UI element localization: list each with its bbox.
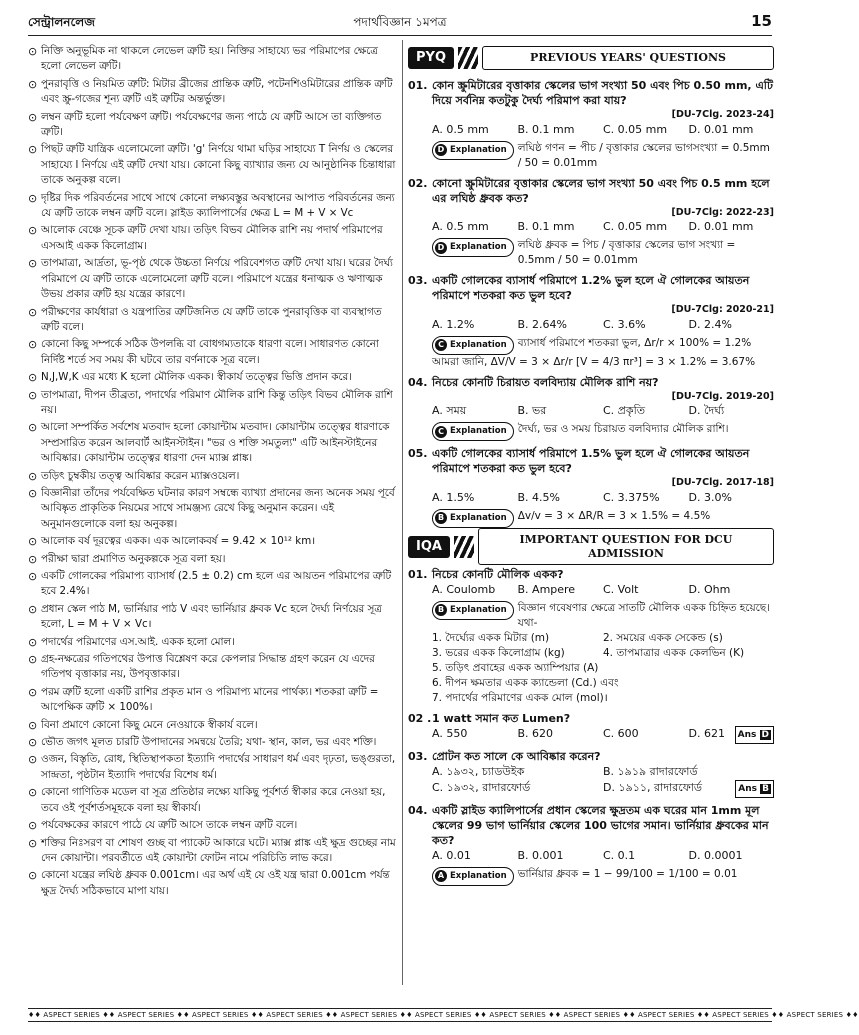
question-item	[408, 711, 774, 744]
book-title: সেন্ট্রালনলেজ	[28, 15, 95, 29]
bullet-icon: ⊙	[28, 552, 38, 566]
option: D. 0.0001	[688, 848, 743, 862]
page-header	[28, 12, 772, 36]
fact-item	[28, 142, 396, 188]
fact-text: তাপমাত্রা, দীপন তীব্রতা, পদার্থের পরিমাণ মৌলিক রাশি কিন্তু তড়িৎ বিভব মৌলিক রাশি নয়।	[41, 388, 393, 416]
explanation-badge	[432, 422, 514, 441]
option: B. 0.001	[517, 848, 564, 862]
explanation	[408, 141, 774, 171]
pyq-title: PREVIOUS YEARS' QUESTIONS	[482, 46, 774, 69]
fact-text: পরীক্ষণের কার্যধারা ও যন্ত্রপাতির ত্রুটিজনিত যে ত্রুটি তাকে পুনরাবৃত্তিক বা ব্যবস্থাগত ত্রুটি বলে।	[41, 305, 382, 333]
question-text: নিচের কোনটি মৌলিক একক?	[432, 567, 564, 581]
question-source: [DU-7Clg. 2017-18]	[671, 477, 774, 489]
unit-item: 4. তাপমাত্রার একক কেলভিন (K)	[603, 646, 745, 659]
explanation-label: Explanation	[450, 339, 507, 350]
options	[408, 122, 774, 138]
option: B. 620	[517, 726, 554, 740]
fact-item	[28, 868, 396, 899]
fact-item	[28, 191, 396, 222]
question-item	[408, 78, 774, 171]
option	[603, 780, 774, 798]
subject-title: পদার্থবিজ্ঞান ১মপত্র	[353, 15, 447, 29]
answer-letter: D	[435, 144, 447, 156]
option: B. 0.1 mm	[517, 220, 575, 234]
explanation	[408, 509, 774, 528]
fact-item	[28, 256, 396, 302]
explanation-text: লঘিষ্ঠ গণন = পীচ / বৃত্তাকার স্কেলের ভাগসংখ্যা = 0.5mm / 50 = 0.01mm	[517, 141, 770, 169]
option	[689, 726, 775, 744]
explanation	[408, 238, 774, 268]
pyq-banner	[408, 44, 774, 72]
bullet-icon: ⊙	[28, 143, 38, 157]
fact-text: গ্রহ-নক্ষত্রের গতিপথের উপাত্ত বিশ্লেষণ করে কেপলার সিদ্ধান্ত গ্রহণ করেন যে এদের গতিপথ বৃত্তাকার নয়, উপবৃত্তাকার।	[41, 653, 375, 681]
bullet-icon: ⊙	[28, 421, 38, 435]
option: A. 0.5 mm	[432, 220, 489, 234]
fact-item	[28, 685, 396, 716]
question-item	[408, 375, 774, 442]
unit-item: 3. ভরের একক কিলোগ্রাম (kg)	[432, 646, 565, 659]
option: A. 1.5%	[432, 490, 475, 504]
bullet-icon: ⊙	[28, 371, 38, 385]
question-text: একটি গোলকের ব্যাসার্ধ পরিমাপে 1.2% ভুল হলে ঐ গোলকের আয়তন পরিমাপে শতকরা কত ভুল হবে?	[432, 274, 750, 303]
option: B. 4.5%	[517, 490, 560, 504]
column-divider	[402, 40, 403, 985]
options	[408, 848, 774, 864]
question-number: 01.	[408, 79, 428, 92]
option: A. সময়	[432, 404, 467, 418]
fact-text: পর্যবেক্ষকের কারণে পাঠে যে ত্রুটি আসে তাকে লম্বন ত্রুটি বলে।	[41, 819, 298, 832]
answer-letter: B	[435, 512, 447, 524]
options	[408, 764, 774, 798]
explanation-text: বিজ্ঞান গবেষণার ক্ষেত্রে সাতটি মৌলিক একক চিহ্নিত হয়েছে। যথা-	[517, 601, 771, 629]
fact-item	[28, 785, 396, 816]
answer-label: Ans	[738, 783, 757, 794]
question-source: [DU-7Clg. 2023-24]	[671, 109, 774, 120]
fact-text: তড়িৎ চুম্বকীয় তত্ত্ব আবিষ্কার করেন ম্যাক্সওয়েল।	[41, 469, 240, 482]
option: A. 0.01	[432, 848, 471, 862]
question-item	[408, 273, 774, 370]
unit-item: 6. দীপন ক্ষমতার একক ক্যান্ডেলা (Cd.) এবং	[432, 676, 619, 689]
option: C. প্রকৃতি	[603, 404, 645, 418]
question-text: একটি গোলকের ব্যাসার্ধ পরিমাপে 1.5% ভুল হলে ঐ গোলকের আয়তন পরিমাপে শতকরা কত ভুল হবে?	[432, 447, 750, 476]
answer-label: Ans	[737, 729, 757, 740]
question-source: [DU-7Clg. 2019-20]	[671, 390, 774, 402]
option: D. Ohm	[688, 582, 731, 596]
option: B. 0.1 mm	[517, 122, 575, 136]
question-number: 04.	[408, 803, 428, 817]
iqa-banner	[408, 533, 774, 561]
pyq-list	[408, 78, 774, 528]
explanation-badge	[432, 509, 514, 528]
explanation-badge	[432, 336, 514, 355]
bullet-icon: ⊙	[28, 191, 38, 205]
iqa-tag: IQA	[408, 536, 450, 558]
fact-item	[28, 110, 396, 141]
pyq-tag: PYQ	[408, 47, 454, 69]
option: C. 0.05 mm	[603, 122, 668, 136]
option: D. 0.01 mm	[688, 220, 754, 234]
fact-text: কোনো যন্ত্রের লঘিষ্ঠ ধ্রুবক 0.001cm। এর অর্থ এই যে ওই যন্ত্র দ্বারা 0.001cm পর্যন্ত ক্ষুদ্র দৈর্ঘ্য সঠিকভাবে মাপা যায়।	[41, 869, 390, 897]
explanation-label: Explanation	[450, 144, 507, 155]
option: D. 3.0%	[688, 490, 732, 504]
bullet-icon: ⊙	[28, 486, 38, 500]
answer-letter: A	[435, 870, 447, 882]
option: B. 2.64%	[517, 317, 567, 331]
fact-item	[28, 44, 396, 75]
question-number: 02 .	[408, 711, 432, 725]
option: C. 0.05 mm	[603, 220, 668, 234]
explanation	[408, 867, 774, 886]
fact-item	[28, 735, 396, 750]
iqa-title: IMPORTANT QUESTION FOR DCU ADMISSION	[478, 528, 774, 565]
fact-text: বিনা প্রমাণে কোনো কিছু মেনে নেওয়াকে স্বীকার্য বলে।	[41, 718, 258, 731]
option: B. Ampere	[517, 582, 576, 596]
explanation-label: Explanation	[450, 604, 507, 615]
fact-text: তাপমাত্রা, আর্দ্রতা, ভূ-পৃষ্ঠ থেকে উচ্চতা নির্ণয়ে পরিবেশগত ত্রুটি দেখা যায়। ঘরের দৈর্ঘ্য পরিমাপে যে ত্রুটি তাকে এলোমেলো ত্রুটি বলে। পরিমাপে যন্ত্রের ধনাত্মক ও ঋণাত্মক উভয় প্রকার ত্রুটি হয় যন্ত্রের কারণে।	[41, 257, 393, 301]
stripe-decoration	[454, 536, 474, 558]
explanation	[408, 601, 774, 631]
option: B. ভর	[517, 404, 547, 418]
fact-item	[28, 752, 396, 783]
question-number: 01.	[408, 567, 428, 581]
option: A. 0.5 mm	[432, 122, 489, 136]
explanation-label: Explanation	[450, 870, 507, 881]
fact-item	[28, 223, 396, 254]
question-number: 05.	[408, 447, 428, 461]
question-text: একটি স্লাইড ক্যালিপার্সের প্রধান স্কেলের ক্ষুদ্রতম এক ঘরের মান 1mm মূল স্কেলের 99 ভাগ ভার্নিয়ার স্কেলের 100 ভাগের সমান। ভার্নিয়ার ধ্রুবকের মান কত?	[432, 803, 769, 847]
answer-letter: D	[761, 729, 769, 740]
fact-text: আলো সম্পর্কিত সর্বশেষ মতবাদ হলো কোয়ান্টাম মতবাদ। কোয়ান্টাম তত্ত্বের ধারণাকে সম্প্রসারিত করেন আলবার্ট আইনস্টাইন। "ভর ও শক্তি সমতুল্য" এটি আইনস্টাইনের আবিষ্কার। কোয়ান্টাম তত্ত্বের ধারণা দেন ম্যাক্স প্লাঙ্ক।	[41, 421, 390, 465]
fact-item	[28, 337, 396, 368]
question-text: প্রোটন কত সালে কে আবিষ্কার করেন?	[432, 749, 601, 763]
unit-item: 2. সময়ের একক সেকেন্ড (s)	[603, 631, 723, 644]
unit-item: 5. তড়িৎ প্রবাহের একক অ্যাম্পিয়ার (A)	[432, 661, 599, 674]
fact-item	[28, 305, 396, 336]
bullet-icon: ⊙	[28, 77, 38, 91]
bullet-icon: ⊙	[28, 469, 38, 483]
fact-item	[28, 652, 396, 683]
answer-letter: B	[435, 604, 447, 616]
answer-letter: B	[762, 783, 769, 794]
bullet-icon: ⊙	[28, 224, 38, 238]
question-text: কোন স্ক্রুমিটারের বৃত্তাকার স্কেলের ভাগ সংখ্যা 50 এবং পিচ 0.50 mm, এটি দিয়ে সর্বনিম্ন কতটুকু দৈর্ঘ্য পরিমাপ করা যায়?	[432, 79, 773, 107]
explanation-text: দৈর্ঘ্য, ভর ও সময় চিরায়ত বলবিদ্যার মৌলিক রাশি।	[517, 423, 729, 436]
bullet-icon: ⊙	[28, 602, 38, 616]
fact-item	[28, 569, 396, 600]
bullet-icon: ⊙	[28, 753, 38, 767]
bullet-icon: ⊙	[28, 685, 38, 699]
bullet-icon: ⊙	[28, 388, 38, 402]
option: D. 0.01 mm	[688, 122, 754, 136]
bullet-icon: ⊙	[28, 819, 38, 833]
fact-item	[28, 420, 396, 466]
fact-item	[28, 370, 396, 385]
bullet-icon: ⊙	[28, 338, 38, 352]
fact-item	[28, 602, 396, 633]
bullet-icon: ⊙	[28, 869, 38, 883]
option: C. 3.375%	[603, 490, 660, 504]
unit-item: 1. দৈর্ঘ্যের একক মিটার (m)	[432, 631, 550, 644]
fact-item	[28, 77, 396, 108]
explanation-label: Explanation	[450, 242, 507, 253]
option: A. 550	[432, 726, 468, 740]
unit-item: 7. পদার্থের পরিমাণের একক মোল (mol)।	[432, 691, 608, 704]
question-number: 04.	[408, 375, 428, 389]
answer-badge	[735, 780, 774, 798]
fact-item	[28, 469, 396, 484]
question-number: 03.	[408, 274, 428, 288]
page-number: 15	[751, 12, 772, 30]
question-item	[408, 446, 774, 528]
page-footer: ♦♦ ASPECT SERIES ♦♦ ASPECT SERIES ♦♦ ASPECT SERIES ♦♦ ASPECT SERIES ♦♦ ASPECT SERIES ♦♦ ASPECT SERIES ♦♦ ASPECT SERIES ♦♦ ASPECT SERIES ♦♦ ASPECT SERIES ♦♦ ASPECT SERIES ♦♦ ASPECT SERIES ♦♦	[28, 1008, 772, 1022]
option: D. দৈর্ঘ্য	[688, 404, 725, 418]
explanation-label: Explanation	[450, 426, 507, 437]
explanation-text: Δv/v = 3 × ΔR/R = 3 × 1.5% = 4.5%	[517, 509, 711, 522]
fact-item	[28, 635, 396, 650]
fact-item	[28, 836, 396, 867]
explanation-text: ভার্নিয়ার ধ্রুবক = 1 − 99/100 = 1/100 = 0.01	[517, 867, 738, 880]
fact-text: বিজ্ঞানীরা তাঁদের পর্যবেক্ষিত ঘটনার কারণ সম্বন্ধে ব্যাখ্যা প্রদানের জন্য অনেক সময় পূর্বে আবিষ্কৃত প্রাকৃতিক নিয়মের সাথে সামঞ্জস্য রেখে কিছু অনুমান করেন। এই অনুমানগুলোকে বলা হয় অনুকল্প।	[41, 486, 395, 530]
fact-item	[28, 534, 396, 549]
bullet-icon: ⊙	[28, 718, 38, 732]
bullet-icon: ⊙	[28, 305, 38, 319]
question-text: 1 watt সমান কত Lumen?	[432, 711, 571, 725]
question-source: [DU-7Clg: 2022-23]	[671, 206, 774, 218]
fact-item	[28, 552, 396, 567]
fact-text: পদার্থের পরিমাণের এস.আই. একক হলো মোল।	[41, 635, 235, 648]
options	[408, 219, 774, 235]
question-number: 02.	[408, 176, 428, 190]
explanation-badge	[432, 601, 514, 620]
question-source: [DU-7Clg: 2020-21]	[671, 304, 774, 316]
explanation-formula: আমরা জানি, ΔV/V = 3 × Δr/r [V = 4/3 πr³] = 3 × 1.2% = 3.67%	[432, 355, 756, 368]
explanation-text: লঘিষ্ঠ ধ্রুবক = পিচ / বৃত্তাকার স্কেলের ভাগ সংখ্যা = 0.5mm / 50 = 0.01mm	[517, 239, 736, 267]
fact-text: পুনরাবৃত্তি ও নিয়মিত ত্রুটি: মিটার ব্রীজের প্রান্তিক ত্রুটি, পটেনশিওমিটারের প্রান্তিক ত্রুটি এবং স্ক্রু-গজের শূন্য ত্রুটি এই ত্রুটির অন্তর্ভুক্ত।	[41, 77, 393, 106]
fact-text: N,J,W,K এর মধ্যে K হলো মৌলিক একক। স্বীকার্য তত্ত্বের ভিত্তি প্রদান করে।	[41, 371, 352, 384]
fact-text: পরম ত্রুটি হলো একটি রাশির প্রকৃত মান ও পরিমাপ্য মানের পার্থক্য। শতকরা ত্রুটি = আপেক্ষিক ত্রুটি × 100%।	[41, 685, 379, 714]
question-text: নিচের কোনটি চিরায়ত বলবিদ্যায় মৌলিক রাশি নয়?	[432, 375, 659, 389]
explanation-badge	[432, 867, 514, 886]
question-number: 03.	[408, 749, 428, 763]
bullet-icon: ⊙	[28, 786, 38, 800]
fact-text: একটি গোলকের পরিমাপ্য ব্যাসার্ধ (2.5 ± 0.2) cm হলে এর আয়তন পরিমাপের ত্রুটি হবে 2.4%।	[41, 570, 392, 598]
question-item	[408, 176, 774, 269]
bullet-icon: ⊙	[28, 653, 38, 667]
answer-letter: C	[435, 426, 447, 438]
fact-text: পিছট ত্রুটি যান্ত্রিক এলোমেলো ত্রুটি। 'g' নির্ণয়ে থামা ঘড়ির সাহায্যে T নির্ণয় ও স্কেলের সাহায্যে l নির্ণয়ে এই ত্রুটি দেখা যায়। কোনো কিছু ব্যাখ্যার জন্য যে আনুষ্ঠানিক চিন্তাধারা তাকে অনুকল্প বলে।	[41, 143, 396, 187]
option: C. 3.6%	[603, 317, 646, 331]
option: D. 2.4%	[688, 317, 732, 331]
option: A. Coulomb	[432, 582, 496, 596]
fact-text: কোনো গাণিতিক মডেল বা সূত্র প্রতিষ্ঠার লক্ষ্যে যাকিছু পূর্বশর্ত স্বীকার করে নেওয়া হয়, তবে ওই পূর্বশর্তসমূহকে বলা হয় স্বীকার্য।	[41, 786, 386, 814]
bullet-icon: ⊙	[28, 110, 38, 124]
fact-text: আলোক বেঞ্চে সূচক ত্রুটি দেখা যায়। তড়িৎ বিভব মৌলিক রাশি নয় পদার্থ পরিমাপের এসআই একক কিলোগ্রাম।	[41, 224, 383, 252]
bullet-icon: ⊙	[28, 535, 38, 549]
explanation	[408, 336, 774, 355]
fact-item	[28, 388, 396, 419]
option-text: D. 621	[688, 726, 725, 740]
options	[408, 490, 774, 506]
option: C. 600	[603, 726, 639, 740]
answer-badge	[735, 726, 774, 744]
option: B. ১৯১৯ রাদারফোর্ড	[603, 764, 698, 778]
fact-item	[28, 486, 396, 532]
fact-item	[28, 718, 396, 733]
fact-text: ভৌত জগৎ মূলত চারটি উপাদানের সমন্বয়ে তৈরি; যথা- স্থান, কাল, ভর এবং শক্তি।	[41, 736, 377, 749]
option: A. ১৯৩২, চ্যাডউইক	[432, 764, 525, 778]
answer-letter: C	[435, 339, 447, 351]
questions-column	[408, 44, 774, 984]
explanation	[408, 422, 774, 441]
question-text: কোনো স্ক্রুমিটারের বৃত্তাকার স্কেলের ভাগ সংখ্যা 50 এবং পিচ 0.5 mm হলে এর লঘিষ্ঠ ধ্রুবক কত?	[432, 176, 770, 205]
option: C. 0.1	[603, 848, 636, 862]
fact-text: পরীক্ষা দ্বারা প্রমাণিত অনুকল্পকে সূত্র বলা হয়।	[41, 552, 226, 565]
options	[408, 582, 774, 598]
facts-column	[28, 44, 396, 984]
bullet-icon: ⊙	[28, 736, 38, 750]
bullet-icon: ⊙	[28, 836, 38, 850]
fact-text: শক্তির নিঃসরণ বা শোষণ গুচ্ছ বা প্যাকেট আকারে ঘটে। ম্যাক্স প্লাঙ্ক এই ক্ষুদ্র গুচ্ছের নাম দেন কোয়ান্টা। পরবর্তীতে এই কোয়ান্টা ফোটন নামে পরিচিতি লাভ করে।	[41, 836, 396, 864]
explanation-text: ব্যাসার্ধ পরিমাপে শতকরা ভুল, Δr/r × 100% = 1.2%	[517, 336, 752, 349]
explanation-badge	[432, 141, 514, 160]
fact-text: কোনো কিছু সম্পর্কে সঠিক উপলব্ধি বা বোধগম্যতাকে ধারণা বলে। সাধারণত কোনো নির্দিষ্ট শর্তে সব সময় কী ঘটবে তার বর্ণনাকে সূত্র বলে।	[41, 338, 379, 366]
fact-text: আলোক বর্ষ দূরত্বের একক। এক আলোকবর্ষ = 9.42 × 10¹² km।	[41, 535, 316, 548]
question-item	[408, 803, 774, 886]
option: C. Volt	[603, 582, 639, 596]
explanation-badge	[432, 238, 514, 257]
stripe-decoration	[458, 47, 478, 69]
options	[408, 403, 774, 419]
option: C. ১৯৩২, রাদারফোর্ড	[432, 780, 531, 794]
bullet-icon: ⊙	[28, 635, 38, 649]
fact-text: প্রধান স্কেল পাঠ M, ভার্নিয়ার পাঠ V এবং ভার্নিয়ার ধ্রুবক Vc হলে দৈর্ঘ্য নির্ণয়ের সূত্র হলো, L = M + V × Vc।	[41, 602, 382, 631]
bullet-icon: ⊙	[28, 257, 38, 271]
explanation-label: Explanation	[450, 512, 507, 523]
fact-item	[28, 818, 396, 833]
option: A. 1.2%	[432, 317, 475, 331]
question-item	[408, 749, 774, 798]
fact-text: লম্বন ত্রুটি হলো পর্যবেক্ষণ ত্রুটি। পর্যবেক্ষণের জন্য পাঠে যে ত্রুটি আসে তা ব্যক্তিগত ত্রুটি।	[41, 110, 382, 139]
fact-text: ওজন, বিস্তৃতি, রোধ, স্থিতিস্থাপকতা ইত্যাদি পদার্থের সাধারণ ধর্ম এবং দৃঢ়তা, ভঙ্গুরতা, সান্দ্রতা, পৃষ্ঠটান ইত্যাদি পদার্থের বিশেষ ধর্ম।	[41, 753, 396, 781]
bullet-icon: ⊙	[28, 570, 38, 583]
bullet-icon: ⊙	[28, 45, 38, 58]
options	[408, 317, 774, 333]
question-item	[408, 567, 774, 706]
option-text: D. ১৯১১, রাদারফোর্ড	[603, 780, 703, 794]
answer-letter: D	[435, 242, 447, 254]
fact-text: দৃষ্টির দিক পরিবর্তনের সাথে সাথে কোনো লক্ষ্যবস্তুর অবস্থানের আপাত পরিবর্তনের জন্য যে ত্রুটি তাকে লম্বন ত্রুটি বলে। স্লাইড ক্যালিপার্সের ক্ষেত্র L = M + V × Vc	[41, 191, 395, 220]
unit-list	[408, 631, 774, 706]
options	[408, 726, 774, 744]
fact-text: নিক্তি অনুভূমিক না থাকলে লেভেল ত্রুটি হয়। নিক্তির সাহায্যে ভর পরিমাপের ক্ষেত্রে হলো লেভেল ত্রুটি।	[41, 45, 378, 73]
